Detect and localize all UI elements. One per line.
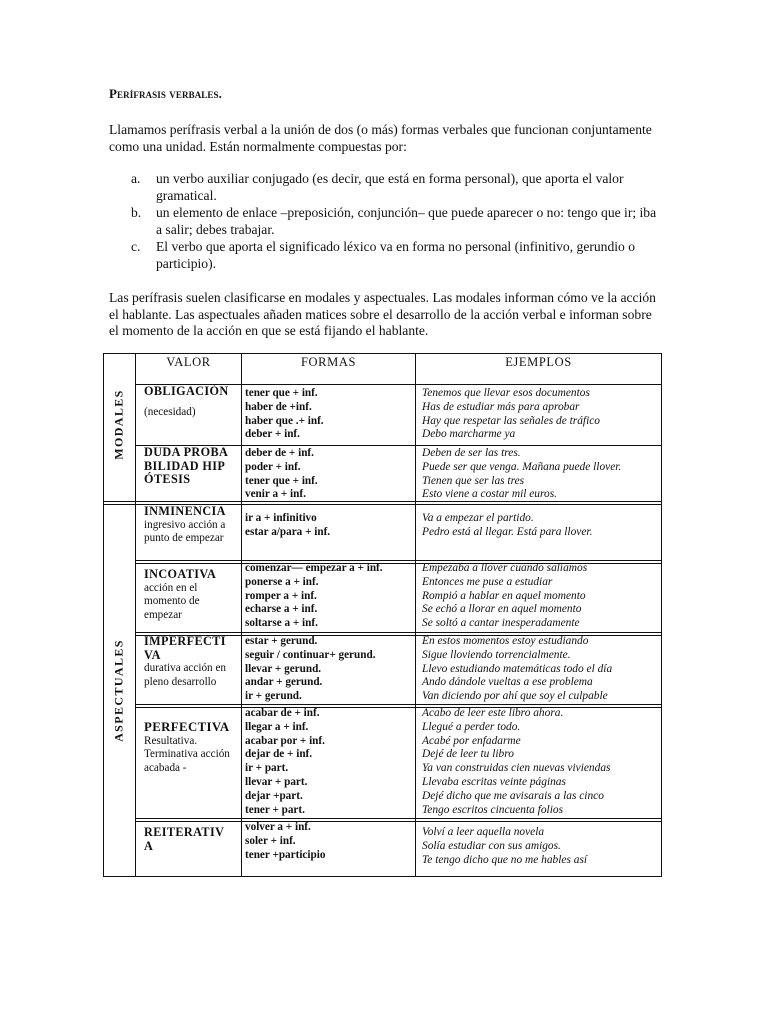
form-item: llegar a + inf. xyxy=(245,720,309,733)
example-item: Empezaba a llover cuando salíamos xyxy=(422,562,588,574)
form-item: llevar + part. xyxy=(245,775,308,788)
form-item: acabar de + inf. xyxy=(245,707,320,719)
example-item: Llevaba escritas veinte páginas xyxy=(422,775,566,788)
example-item: Puede ser que venga. Mañana puede llover. xyxy=(422,460,622,473)
valor-cell xyxy=(144,635,234,689)
example-item: Van diciendo por ahí que soy el culpable xyxy=(422,690,608,703)
category-label: PERFECTIVA xyxy=(144,720,230,734)
forms-cell xyxy=(245,821,325,862)
modales-label: MODALES xyxy=(111,389,126,460)
example-item: Te tengo dicho que no me hables así xyxy=(422,853,588,866)
example-item: Tenemos que llevar esos documentos xyxy=(422,387,590,399)
components-list xyxy=(109,171,659,273)
form-item: tener + part. xyxy=(245,803,305,816)
form-item: echarse a + inf. xyxy=(245,603,318,616)
forms-cell xyxy=(245,707,325,817)
example-item: Entonces me puse a estudiar xyxy=(422,575,553,588)
example-item: Llegué a perder todo. xyxy=(422,720,521,733)
forms-cell xyxy=(245,387,324,442)
form-item: deber + inf. xyxy=(245,428,300,441)
forms-cell xyxy=(245,562,383,631)
list-item xyxy=(109,205,659,238)
example-item: Tienen que ser las tres xyxy=(422,474,525,487)
valor-cell xyxy=(144,826,229,853)
example-item: Acabé por enfadarme xyxy=(422,734,521,747)
form-item: comenzar— empezar a + inf. xyxy=(245,562,383,574)
forms-cell xyxy=(245,512,330,540)
header-ejemplos: EJEMPLOS xyxy=(505,355,572,369)
category-gloss: durativa acción en pleno desarrollo xyxy=(144,662,226,688)
example-item: Solía estudiar con sus amigos. xyxy=(422,839,561,852)
form-item: dejar de + inf. xyxy=(245,748,313,761)
list-item-text: un elemento de enlace –preposición, conjunción– que puede aparecer o no: tengo que ir; iba a salir; debes trabajar. xyxy=(156,205,657,237)
example-item: Esto viene a costar mil euros. xyxy=(422,488,557,501)
example-item: Rompió a hablar en aquel momento xyxy=(422,589,586,602)
form-item: volver a + inf. xyxy=(245,821,311,833)
form-item: venir a + inf. xyxy=(245,488,306,501)
form-item: ponerse a + inf. xyxy=(245,575,319,588)
example-item: Ando dándole vueltas a ese problema xyxy=(422,676,593,689)
example-item: Se soltó a cantar inesperadamente xyxy=(422,617,580,630)
form-item: tener que + inf. xyxy=(245,387,318,399)
category-gloss: (necesidad) xyxy=(144,405,196,418)
form-item: ir a + infinitivo xyxy=(245,512,317,524)
category-gloss: acción en el momento de empezar xyxy=(144,581,200,621)
category-gloss: ingresivo acción a punto de empezar xyxy=(144,518,226,545)
form-item: andar + gerund. xyxy=(245,676,323,689)
form-item: estar + gerund. xyxy=(245,635,318,647)
row-rule xyxy=(136,704,661,705)
examples-cell xyxy=(422,562,587,631)
row-rule xyxy=(136,632,661,633)
category-gloss: Resultativa. Terminativa acción acabada - xyxy=(144,734,230,774)
example-item: Se echó a llorar en aquel momento xyxy=(422,603,582,616)
category-label: DUDA PROBABILIDAD HIPÓTESIS xyxy=(144,445,229,487)
valor-column-divider xyxy=(241,354,242,876)
example-item: Sigue lloviendo torrencialmente. xyxy=(422,648,571,661)
formas-column-divider xyxy=(415,354,416,876)
valor-cell xyxy=(144,446,234,487)
examples-cell xyxy=(422,387,600,442)
example-item: Va a empezar el partido. xyxy=(422,512,534,524)
form-item: ir + part. xyxy=(245,762,289,775)
form-item: poder + inf. xyxy=(245,460,301,473)
valor-cell xyxy=(144,505,239,546)
example-item: Ya van construidas cien nuevas viviendas xyxy=(422,762,611,775)
header-valor: VALOR xyxy=(166,355,211,369)
examples-cell xyxy=(422,512,592,540)
aspectuales-label: ASPECTUALES xyxy=(111,639,126,742)
forms-cell xyxy=(245,447,318,502)
valor-cell xyxy=(144,568,234,622)
form-item: haber que .+ inf. xyxy=(245,414,324,427)
form-item: seguir / continuar+ gerund. xyxy=(245,648,376,661)
form-item: estar a/para + inf. xyxy=(245,525,331,538)
form-item: haber de +inf. xyxy=(245,400,312,413)
group-column-divider xyxy=(135,354,136,876)
example-item: Llevo estudiando matemáticas todo el día xyxy=(422,662,613,675)
example-item: Tengo escritos cincuenta folios xyxy=(422,803,564,816)
form-item: llevar + gerund. xyxy=(245,662,322,675)
list-marker: a. xyxy=(131,171,141,186)
example-item: Volví a leer aquella novela xyxy=(422,826,545,838)
category-label: INCOATIVA xyxy=(144,567,217,581)
example-item: En estos momentos estoy estudiando xyxy=(422,635,589,647)
form-item: ir + gerund. xyxy=(245,690,302,703)
header-formas: FORMAS xyxy=(300,355,356,369)
document-title: Perífrasis verbales. xyxy=(109,86,222,101)
example-item: Has de estudiar más para aprobar xyxy=(422,400,580,413)
list-item xyxy=(109,171,659,204)
examples-cell xyxy=(422,447,621,502)
example-item: Debo marcharme ya xyxy=(422,428,516,441)
list-item xyxy=(109,239,659,272)
form-item: soltarse a + inf. xyxy=(245,617,318,630)
form-item: dejar +part. xyxy=(245,789,303,802)
list-item-text: un verbo auxiliar conjugado (es decir, que está en forma personal), que aporta el valor gramatical. xyxy=(156,171,624,203)
form-item: acabar por + inf. xyxy=(245,734,325,747)
list-marker: c. xyxy=(131,239,141,254)
valor-cell xyxy=(144,385,239,419)
category-label: INMINENCIA xyxy=(144,504,226,518)
category-label: REITERATIVA xyxy=(144,825,225,853)
form-item: tener +participio xyxy=(245,848,326,861)
examples-cell xyxy=(422,707,610,817)
examples-cell xyxy=(422,826,587,867)
category-label: IMPERFECTIVA xyxy=(144,634,226,662)
intro-paragraph: Llamamos perífrasis verbal a la unión de dos (o más) formas verbales que funcionan conjuntamente como una unidad. Están normalmente compuestas por: xyxy=(109,122,652,154)
forms-cell xyxy=(245,635,376,704)
valor-cell xyxy=(144,721,239,775)
example-item: Dejé dicho que me avisarais a las cinco xyxy=(422,789,604,802)
form-item: soler + inf. xyxy=(245,834,296,847)
form-item: deber de + inf. xyxy=(245,447,314,459)
example-item: Pedro está al llegar. Está para llover. xyxy=(422,525,593,538)
form-item: tener que + inf. xyxy=(245,474,318,487)
category-label: OBLIGACIÓN xyxy=(144,384,229,398)
form-item: romper a + inf. xyxy=(245,589,317,602)
row-rule xyxy=(136,818,661,819)
periphrasis-table xyxy=(103,353,662,877)
example-item: Dejé de leer tu libro xyxy=(422,748,514,761)
example-item: Acabo de leer este libro ahora. xyxy=(422,707,564,719)
list-marker: b. xyxy=(131,205,142,220)
list-item-text: El verbo que aporta el significado léxico va en forma no personal (infinitivo, gerundio o participio). xyxy=(156,239,636,271)
examples-cell xyxy=(422,635,612,704)
row-rule xyxy=(136,560,661,561)
example-item: Hay que respetar las señales de tráfico xyxy=(422,414,601,427)
classification-paragraph: Las perífrasis suelen clasificarse en modales y aspectuales. Las modales informan cómo ve la acción el hablante. Las aspectuales añaden matices sobre el desarrollo de la acción verbal e informan sobre el momento de la acción en que se está fijando el hablante. xyxy=(109,290,656,338)
example-item: Deben de ser las tres. xyxy=(422,447,521,459)
